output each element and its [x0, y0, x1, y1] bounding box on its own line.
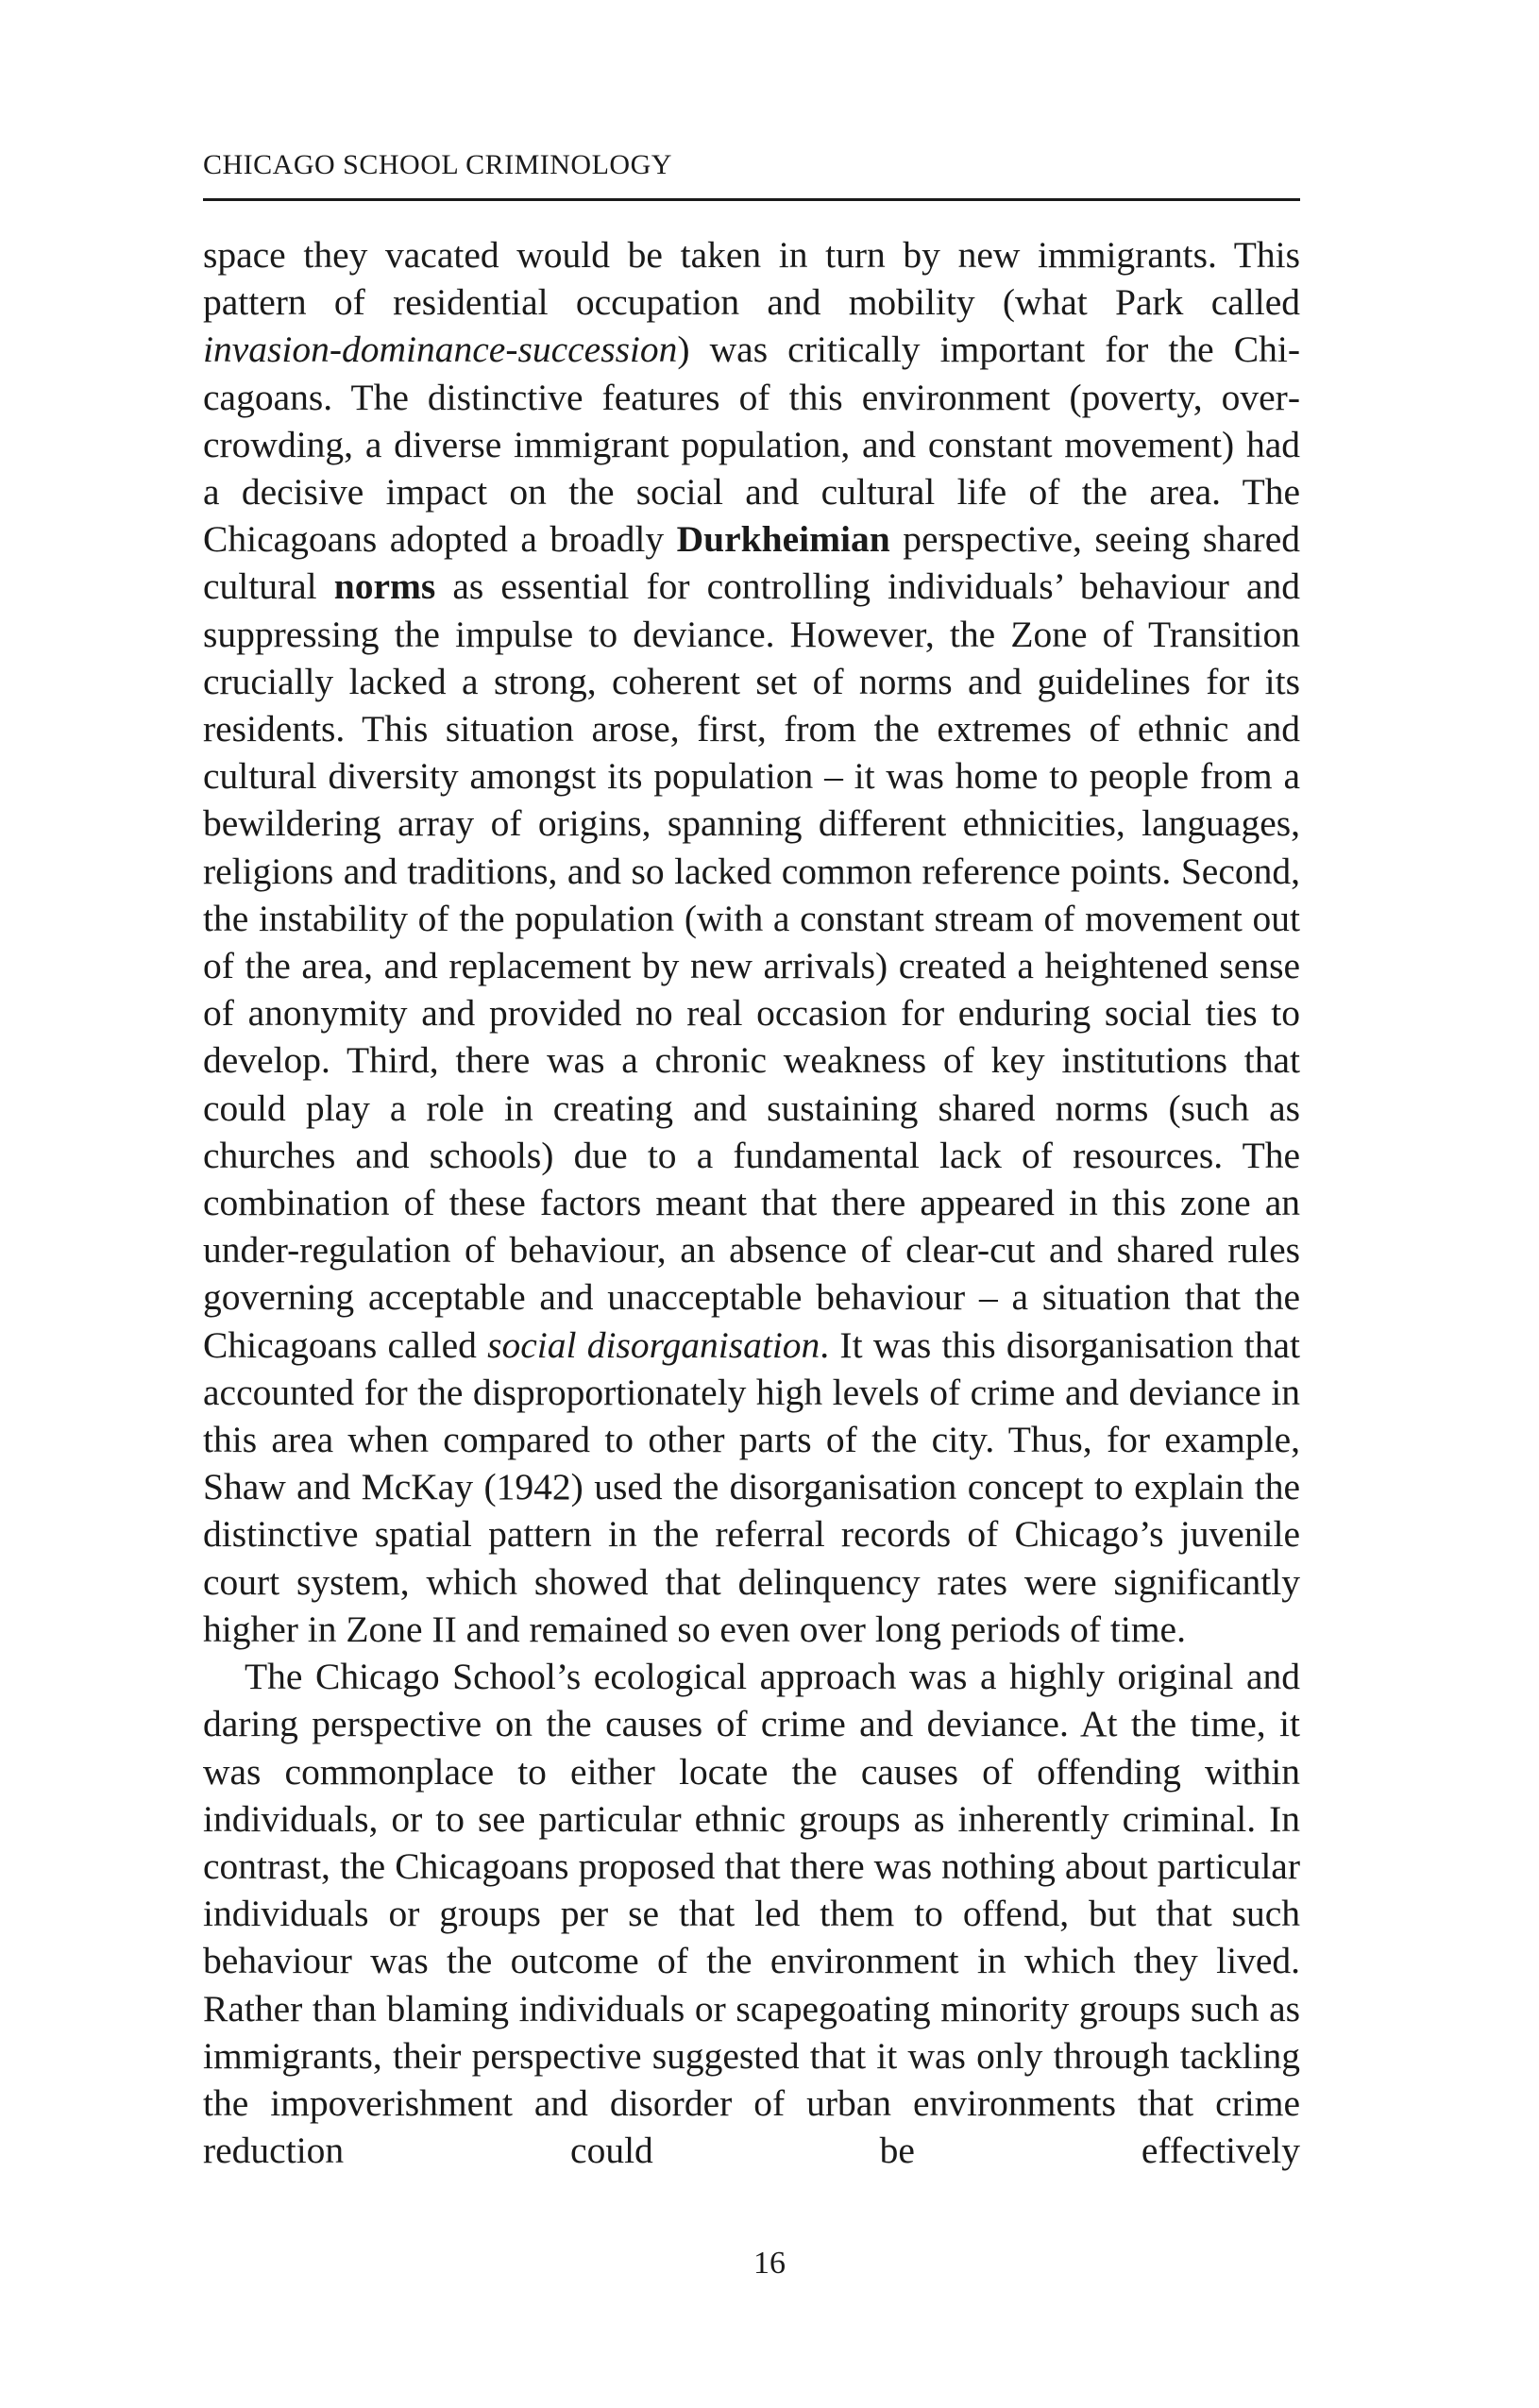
term-norms: norms	[333, 565, 436, 608]
paragraph-1-text-1: space they vacated would be taken in turn by new immigrants. This pattern of residential occupation and mobility (what Park called	[203, 234, 1300, 324]
running-head: CHICAGO SCHOOL CRIMINOLOGY	[203, 149, 672, 180]
term-social-disorganisation: social disorganisation	[487, 1323, 820, 1366]
body-text	[203, 231, 1300, 2174]
term-invasion-dominance-succession: invasion-dominance-succession	[203, 328, 678, 371]
paragraph-2: The Chicago School’s ecological approach was a highly original and daring perspective on the causes of crime and deviance. At the time, it was commonplace to either locate the causes of offending within individuals, or to see particular ethnic groups as inherently criminal. In contrast, the Chicagoans proposed that there was nothing about particular individuals or groups per se that led them to offend, but that such behaviour was the outcome of the environment in which they lived. Rather than blaming individuals or scapegoating minority groups such as immigrants, their perspective suggested that it was only through tackling the impoverishment and disorder of urban environments that crime reduction could be effectively	[203, 1656, 1300, 2172]
term-durkheimian: Durkheimian	[676, 518, 890, 561]
paragraph-1-text-3: perspective, seeing shared cultural	[203, 518, 1300, 608]
paragraph-1-text-2: ) was critically important for the Chicagoans. The distinctive features of this environment (poverty, overcrowding, a diverse immigrant population, and constant movement) had a decisive impact on the social and cultural life of the area. The Chicagoans adopted a broadly	[203, 328, 1300, 561]
paragraph-1-text-5: . It was this disorganisation that accounted for the disproportionately high levels of crime and deviance in this area when compared to other parts of the city. Thus, for example, Shaw and McKay (1942) used the disorganisation concept to explain the distinctive spatial pattern in the referral records of Chicago’s juvenile court system, which showed that delinquency rates were significantly higher in Zone II and remained so even over long periods of time.	[203, 1323, 1300, 1650]
page-number: 16	[753, 2246, 786, 2281]
paragraph-1-text-4: as essential for controlling individuals’ behaviour and suppressing the impulse to deviance. However, the Zone of Transition crucially lacked a strong, coherent set of norms and guidelines for its residents. This situation arose, first, from the extremes of ethnic and cultural diversity amongst its population – it was home to people from a bewildering array of origins, spanning different ethnicities, languages, religions and traditions, and so lacked common reference points. Second, the instability of the population (with a constant stream of movement out of the area, and replacement by new arrivals) created a heightened sense of anonymity and provided no real occasion for enduring social ties to develop. Third, there was a chronic weakness of key institutions that could play a role in creating and sustaining shared norms (such as churches and schools) due to a fundamental lack of resources. The combination of these factors meant that there appeared in this zone an under-regulation of behaviour, an absence of clear-cut and shared rules governing acceptable and unacceptable behaviour – a situation that the Chicagoans called	[203, 565, 1300, 1366]
header-rule	[203, 198, 1300, 201]
paragraph-1	[203, 231, 1300, 1653]
